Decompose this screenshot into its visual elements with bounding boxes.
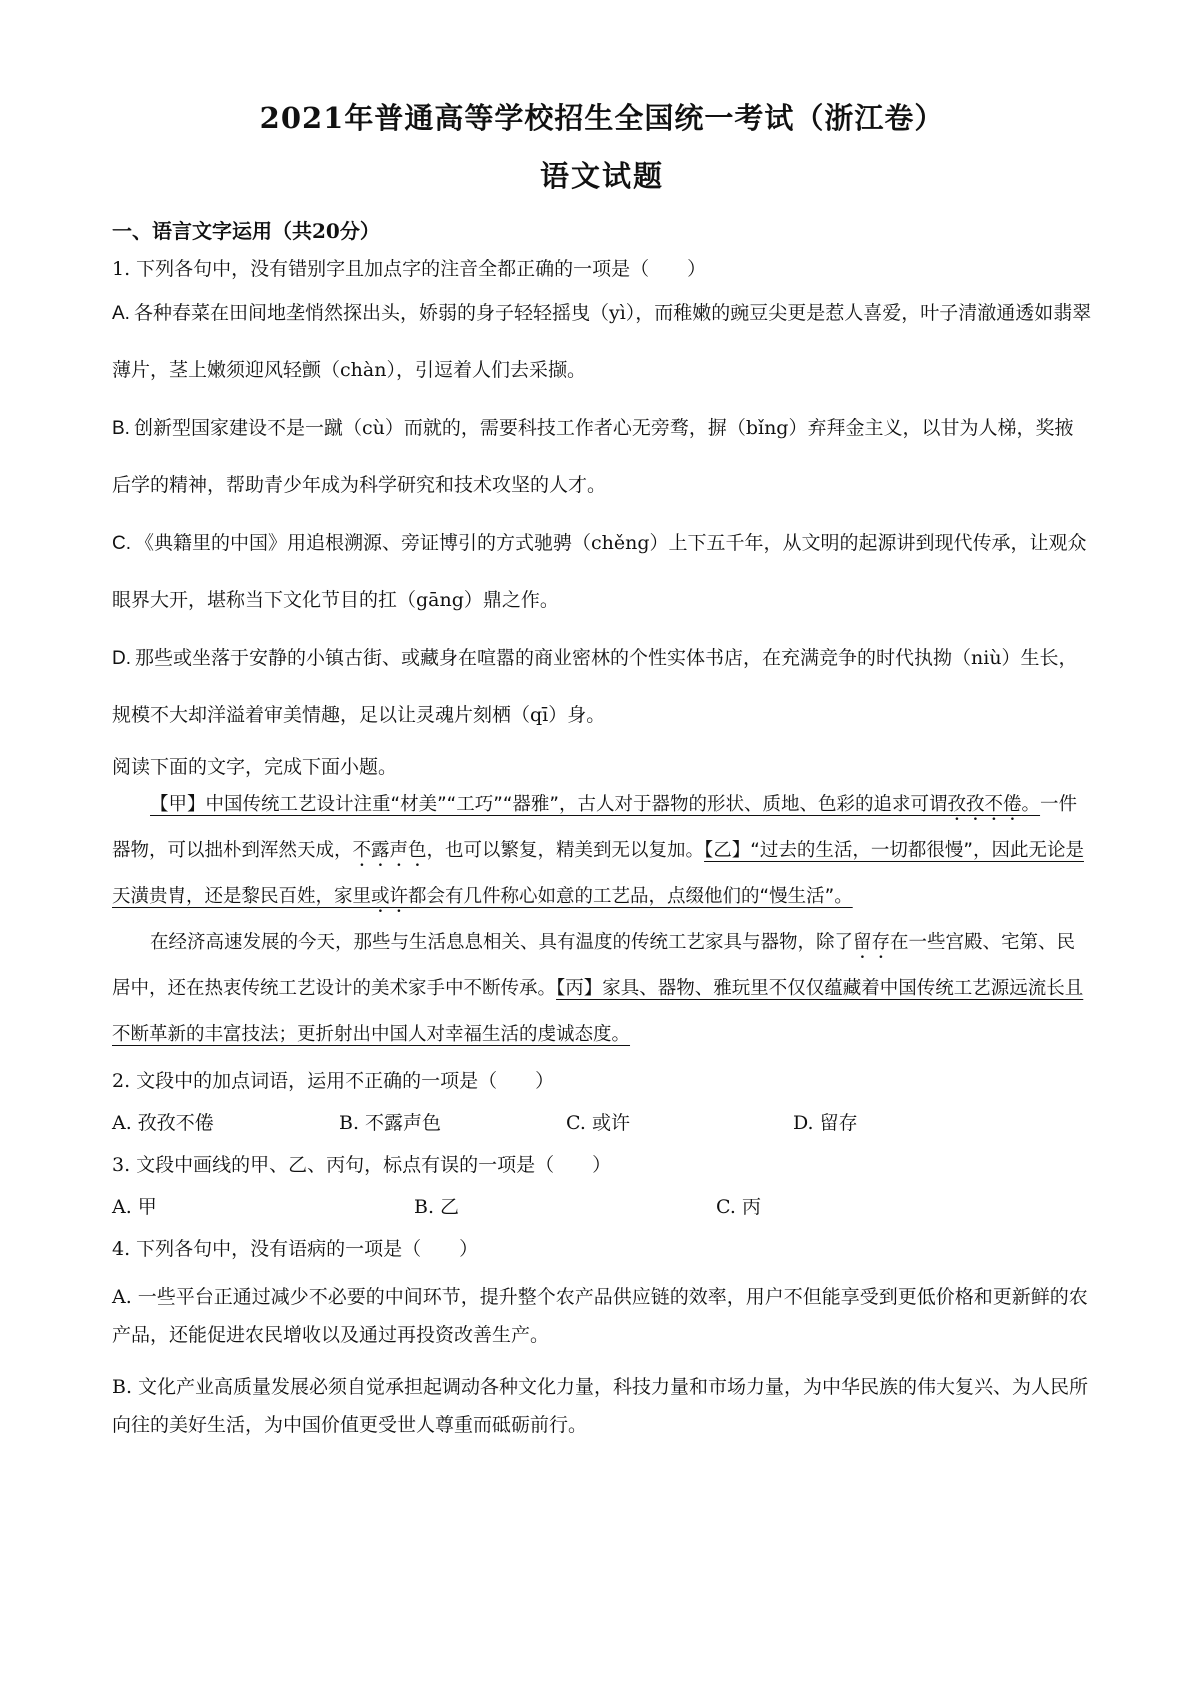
option-label: D. xyxy=(112,648,131,669)
question-1-option-d xyxy=(112,630,1092,744)
option-c: C. 丙 xyxy=(716,1196,761,1218)
option-a: A. 孜孜不倦 xyxy=(112,1112,214,1134)
dotted-word: 留存 xyxy=(853,932,891,953)
question-1-option-a xyxy=(112,285,1092,399)
passage-text: 在一些宫殿、宅第、民居中，还在热衷传统工艺设计的美术家手中不断传承。 xyxy=(112,932,1076,999)
passage-text: 都会有几件称心如意的工艺品，点缀他们的“慢生活”。 xyxy=(408,886,853,907)
underlined-sentence-jia xyxy=(150,794,1040,815)
passage-paragraph-2 xyxy=(112,920,1092,1058)
underlined-sentence-bing: 【丙】家具、器物、雅玩里不仅仅蕴藏着中国传统工艺源远流长且不断革新的丰富技法；更折射出中国人对幸福生活的虔诚态度。 xyxy=(112,978,1084,1045)
reading-intro: 阅读下面的文字，完成下面小题。 xyxy=(112,756,398,778)
question-3-stem: 3. 文段中画线的甲、乙、丙句，标点有误的一项是（ ） xyxy=(112,1154,612,1176)
option-c: C. 或许 xyxy=(566,1112,630,1134)
passage-text: 在经济高速发展的今天，那些与生活息息相关、具有温度的传统工艺家具与器物，除了 xyxy=(150,932,854,953)
question-2-options xyxy=(112,1108,1092,1138)
question-3-options xyxy=(112,1192,1092,1222)
question-1-stem: 1. 下列各句中，没有错别字且加点字的注音全都正确的一项是（ ） xyxy=(112,258,707,280)
passage-text: 一件器物，可以拙朴到浑然天成， xyxy=(112,794,1078,861)
option-a: A. 甲 xyxy=(112,1196,157,1218)
question-4-option-a: A. 一些平台正通过减少不必要的中间环节，提升整个农产品供应链的效率，用户不但能享受到更低价格和更新鲜的农产品，还能促进农民增收以及通过再投资改善生产。 xyxy=(112,1286,1088,1346)
option-text: 那些或坐落于安静的小镇古街、或藏身在喧嚣的商业密林的个性实体书店，在充满竞争的时代执拗（niù）生长，规模不大却洋溢着审美情趣，足以让灵魂片刻栖（qī）身。 xyxy=(112,647,1078,726)
option-label: C. xyxy=(112,533,131,554)
option-b: B. 乙 xyxy=(414,1196,460,1218)
question-2-stem: 2. 文段中的加点词语，运用不正确的一项是（ ） xyxy=(112,1070,555,1092)
dotted-word: 或许 xyxy=(371,886,409,907)
passage-text: 【乙】“过去的生活，一切都很慢”，因此无论是天潢贵胄，还是黎民百姓，家里 xyxy=(112,840,1084,907)
section-heading: 一、语言文字运用（共20分） xyxy=(112,219,380,243)
question-4-stem: 4. 下列各句中，没有语病的一项是（ ） xyxy=(112,1238,479,1260)
option-d: D. 留存 xyxy=(793,1112,858,1134)
page-title: 2021年普通高等学校招生全国统一考试（浙江卷） xyxy=(259,101,945,135)
question-4-option-b: B. 文化产业高质量发展必须自觉承担起调动各种文化力量，科技力量和市场力量，为中华民族的伟大复兴、为人民所向往的美好生活，为中国价值更受世人尊重而砥砺前行。 xyxy=(112,1376,1089,1436)
passage-text: 。 xyxy=(1021,794,1041,815)
option-label: B. xyxy=(112,418,130,439)
dotted-word: 不露声色 xyxy=(352,840,427,861)
option-b: B. 不露声色 xyxy=(339,1112,442,1134)
option-label: A. xyxy=(112,303,130,324)
passage-paragraph-1 xyxy=(112,782,1092,920)
question-1-option-b xyxy=(112,400,1092,514)
option-text: 创新型国家建设不是一蹴（cù）而就的，需要科技工作者心无旁骛，摒（bǐng）弃拜金主义，以甘为人梯，奖掖后学的精神，帮助青少年成为科学研究和技术攻坚的人才。 xyxy=(112,417,1074,496)
option-text: 各种春菜在田间地垄悄然探出头，娇弱的身子轻轻摇曳（yì），而稚嫩的豌豆尖更是惹人喜爱，叶子清澈通透如翡翠薄片，茎上嫩须迎风轻颤（chàn），引逗着人们去采撷。 xyxy=(112,302,1092,381)
page-subtitle: 语文试题 xyxy=(539,159,664,193)
question-1-option-c xyxy=(112,515,1092,629)
option-text: 《典籍里的中国》用追根溯源、旁证博引的方式驰骋（chěng）上下五千年，从文明的起源讲到现代传承，让观众眼界大开，堪称当下文化节目的扛（gāng）鼎之作。 xyxy=(112,532,1087,611)
dotted-word: 孜孜不倦 xyxy=(947,794,1022,815)
passage-text: 【甲】中国传统工艺设计注重“材美”“工巧”“器雅”，古人对于器物的形状、质地、色彩的追求可谓 xyxy=(150,794,948,815)
passage-text: ，也可以繁复，精美到无以复加。 xyxy=(426,840,705,861)
